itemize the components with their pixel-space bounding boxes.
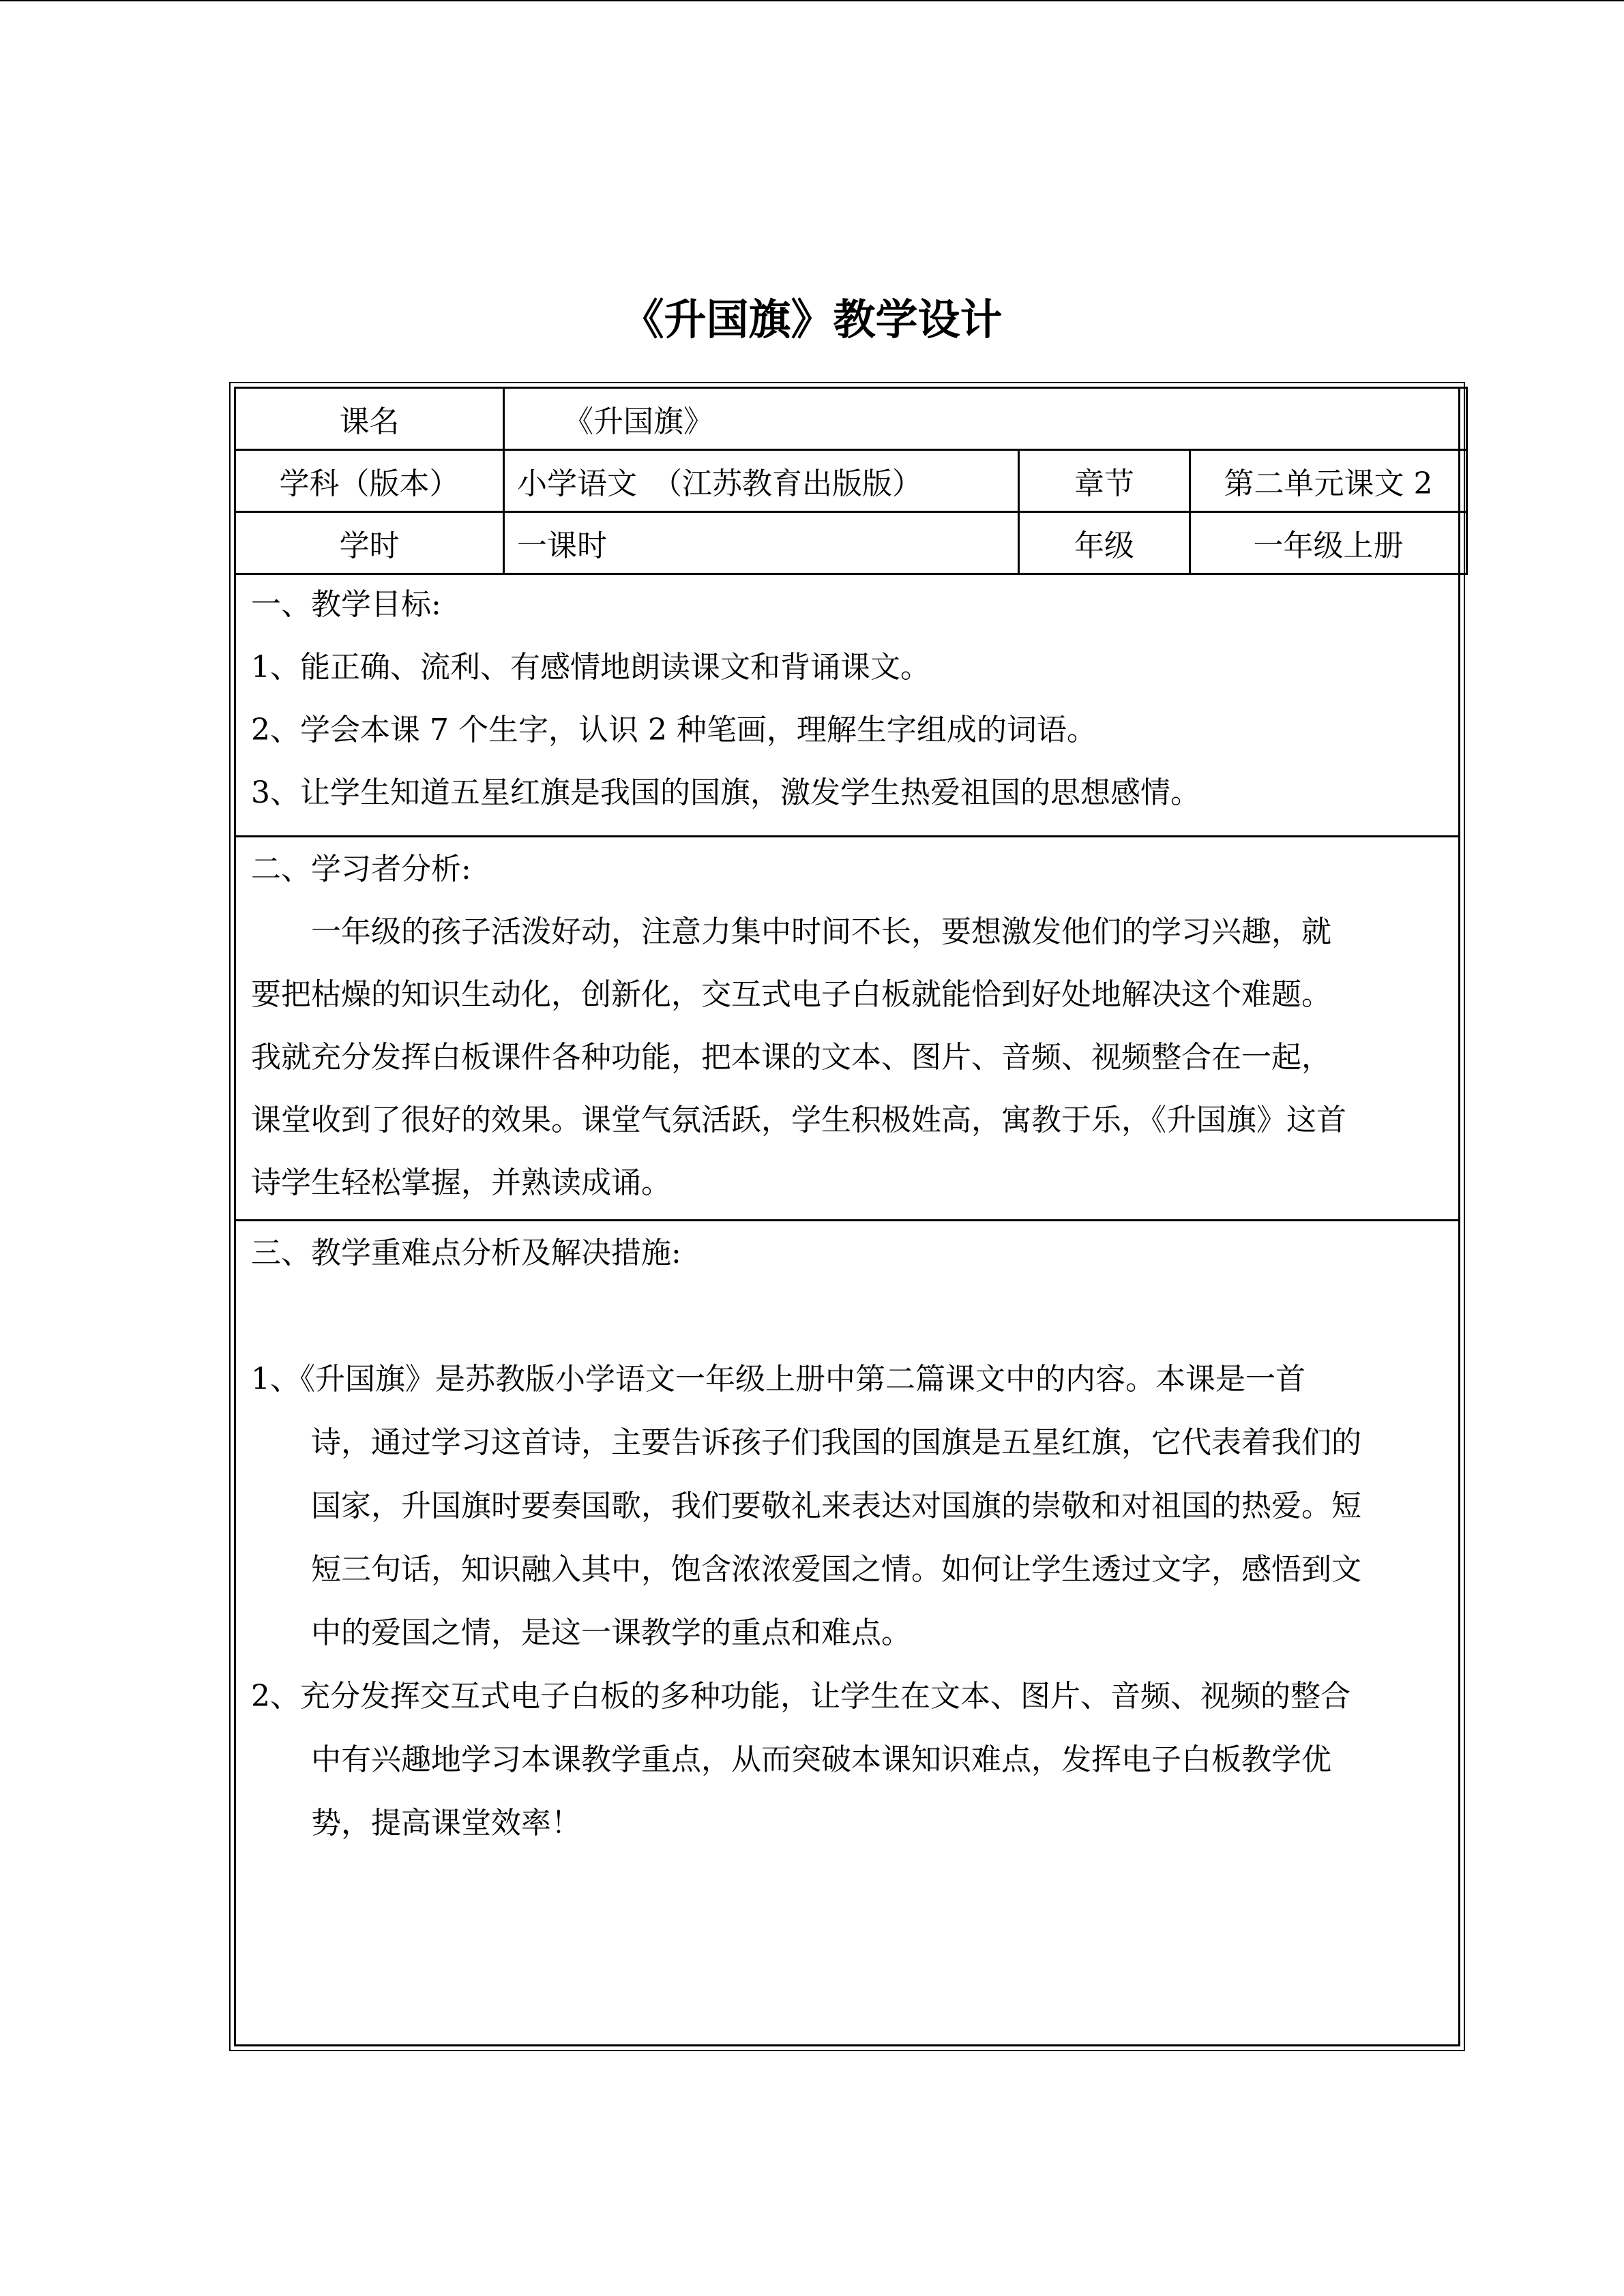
goal-item: 3、让学生知道五星红旗是我国的国旗，激发学生热爱祖国的思想感情。 xyxy=(251,775,1200,810)
hours-label: 学时 xyxy=(235,512,504,574)
course-label: 课名 xyxy=(235,388,504,450)
hours-value: 一课时 xyxy=(504,512,1019,574)
keypoints-heading: 三、教学重难点分析及解决措施: xyxy=(251,1236,681,1270)
table-row xyxy=(235,388,1467,450)
lesson-plan-table xyxy=(234,387,1460,2046)
learners-heading: 二、学习者分析: xyxy=(251,852,471,886)
keypoints-line: 2、充分发挥交互式电子白板的多种功能，让学生在文本、图片、音频、视频的整合 xyxy=(251,1679,1350,1714)
learners-line: 课堂收到了很好的效果。课堂气氛活跃，学生积极姓高，寓教于乐，《升国旗》这首 xyxy=(251,1103,1346,1137)
grade-value: 一年级上册 xyxy=(1190,512,1467,574)
goals-heading: 一、教学目标: xyxy=(251,587,441,622)
learners-line: 一年级的孩子活泼好动，注意力集中时间不长，要想激发他们的学习兴趣，就 xyxy=(251,914,1331,949)
table-row xyxy=(235,512,1467,574)
keypoints-line: 短三句话，知识融入其中，饱含浓浓爱国之情。如何让学生透过文字，感悟到文 xyxy=(251,1552,1361,1587)
learners-line: 要把枯燥的知识生动化，创新化，交互式电子白板就能恰到好处地解决这个难题。 xyxy=(251,977,1331,1012)
grade-label: 年级 xyxy=(1019,512,1190,574)
keypoints-line: 中的爱国之情，是这一课教学的重点和难点。 xyxy=(251,1615,911,1650)
table-row xyxy=(235,450,1467,512)
learners-line: 诗学生轻松掌握，并熟读成诵。 xyxy=(251,1165,671,1200)
goal-item: 2、学会本课 7 个生字，认识 2 种笔画，理解生字组成的词语。 xyxy=(251,713,1097,747)
lesson-plan-frame xyxy=(229,382,1465,2051)
subject-value: 小学语文 （江苏教育出版版） xyxy=(504,450,1019,512)
chapter-value: 第二单元课文 2 xyxy=(1190,450,1467,512)
section-divider xyxy=(236,835,1458,837)
info-table xyxy=(234,387,1468,575)
course-value: 《升国旗》 xyxy=(504,388,1467,450)
learners-line: 我就充分发挥白板课件各种功能，把本课的文本、图片、音频、视频整合在一起， xyxy=(251,1040,1331,1075)
goal-item: 1、能正确、流利、有感情地朗读课文和背诵课文。 xyxy=(251,650,930,685)
section-divider xyxy=(236,1219,1458,1221)
subject-label: 学科（版本） xyxy=(235,450,504,512)
page-title: 《升国旗》教学设计 xyxy=(621,295,1003,344)
page-top-border xyxy=(0,0,1624,1)
keypoints-line: 国家，升国旗时要奏国歌，我们要敬礼来表达对国旗的崇敬和对祖国的热爱。短 xyxy=(251,1489,1361,1523)
keypoints-line: 1、《升国旗》是苏教版小学语文一年级上册中第二篇课文中的内容。本课是一首 xyxy=(251,1362,1305,1397)
chapter-label: 章节 xyxy=(1019,450,1190,512)
keypoints-line: 势，提高课堂效率！ xyxy=(251,1806,581,1840)
keypoints-line: 诗，通过学习这首诗，主要告诉孩子们我国的国旗是五星红旗，它代表着我们的 xyxy=(251,1425,1361,1460)
keypoints-line: 中有兴趣地学习本课教学重点，从而突破本课知识难点，发挥电子白板教学优 xyxy=(251,1742,1331,1777)
